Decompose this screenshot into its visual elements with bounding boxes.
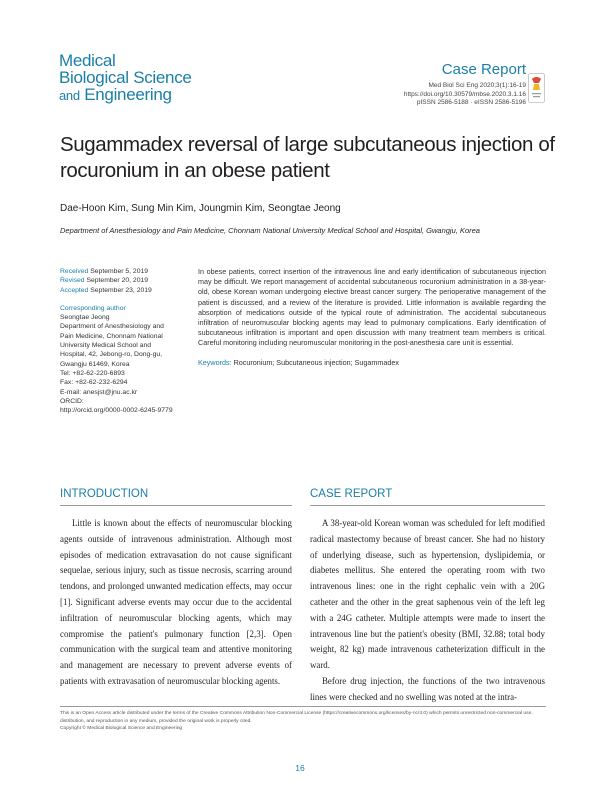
page-number: 16 <box>295 763 305 773</box>
journal-name-line3 <box>59 86 219 104</box>
accepted-row <box>60 286 185 295</box>
journal-logo <box>59 52 219 104</box>
orcid-link[interactable]: http://orcid.org/0000-0002-6245-9779 <box>60 407 173 415</box>
abstract-text: In obese patients, correct insertion of the intravenous line and early identification of subcutaneous injection may be difficult. We report management of accidental subcutaneous rocuronium administration in a 38-year-old, obese Korean woman undergoing elective breast cancer surgery. The perioperative management of the patient is discussed, and a review of the literature is provided. Little information is available regarding the absorption of medications outside of the typical route of administration. The accidental subcutaneous infiltration of neuromuscular blocking agents may lead to pulmonary complications. Early identification of subcutaneous infiltration is important and open discussion with many treatment team members is critical. Careful monitoring including neuromuscular monitoring in the post-anesthesia care unit is essential. <box>198 267 546 348</box>
accepted-label: Accepted <box>60 286 89 294</box>
case-report-paragraph-1: A 38-year-old Korean woman was scheduled for left modified radical mastectomy because of breast cancer. She had no history of underlying disease, such as hypertension, dyslipidemia, or diabetes mellitus. She entered the operating room with two intravenous lines: one in the right cephalic vein with a 20G catheter and the other in the great saphenous vein of the left leg with a 24G catheter. Multiple attempts were made to insert the intravenous line but the patient's obesity (BMI, 32.88; total body weight, 82 kg) made intravenous catheterization difficult in the ward. <box>310 518 545 671</box>
revised-date: September 20, 2019 <box>86 277 149 285</box>
journal-name-line1: Medical <box>59 51 116 70</box>
keywords-label: Keywords: <box>198 357 232 367</box>
introduction-paragraph: Little is known about the effects of neuromuscular blocking agents outside of intravenous administration. Although most episodes of medication extravasation do not cause significant sequelae, serious injury, such as tissue necrosis, scarring around tendons, and prolonged unwanted medication effects, may occur [1]. Significant adverse events may occur due to the accidental infiltration of neuromuscular blocking agents, which may compromise the patient's pulmonary function [2,3]. Open communication with the surgical team and attentive monitoring and management are necessary to prevent adverse events of patients with extravasation of neuromuscular blocking agents. <box>60 518 292 686</box>
introduction-heading: INTRODUCTION <box>60 488 149 500</box>
case-report-paragraph-2: Before drug injection, the functions of the two intravenous lines were checked and no swelling was noted at the intra- <box>310 675 545 702</box>
journal-name-engineering: Engineering <box>84 85 172 104</box>
keywords-list: Rocuronium; Subcutaneous injection; Sugammadex <box>233 357 399 367</box>
revised-row <box>60 276 185 285</box>
revised-label: Revised <box>60 277 85 285</box>
case-report-body <box>310 516 545 706</box>
abstract <box>198 267 546 368</box>
case-report-divider <box>310 505 545 506</box>
article-history <box>60 267 185 415</box>
corresponding-author-heading: Corresponding author <box>60 304 126 312</box>
badge-middle-shape <box>533 84 540 90</box>
introduction-divider <box>60 505 292 506</box>
corresponding-author-line: Pain Medicine, Chonnam National <box>60 332 163 340</box>
case-report-heading: CASE REPORT <box>310 488 393 500</box>
badge-caption-line <box>533 96 540 97</box>
article-header <box>404 62 526 108</box>
corresponding-author-line: Department of Anesthesiology and <box>60 323 164 331</box>
corresponding-author-line: Gwangju 61469, Korea <box>60 360 130 368</box>
license-text: This is an Open Access article distributed under the terms of the Creative Commons Attribution Non-Commercial License (https://creativecommons.org/licenses/by-nc/4.0) which permits unrestricted non-commercial use, distribution, and reproduction in any medium, provided the original work is properly cited. <box>60 711 533 724</box>
footer-divider <box>60 706 546 707</box>
corresponding-author-line: University Medical School and <box>60 342 152 350</box>
keywords <box>198 358 546 368</box>
article-type: Case Report <box>441 61 526 78</box>
corresponding-author-email[interactable]: E-mail: anesjst@jnu.ac.kr <box>60 388 138 396</box>
article-title: Sugammadex reversal of large subcutaneous injection of rocuronium in an obese patient <box>60 133 555 182</box>
received-label: Received <box>60 268 89 275</box>
doi-link[interactable]: https://doi.org/10.30579/mbse.2020.3.1.16 <box>403 90 526 98</box>
issn: pISSN 2586-5188 · eISSN 2586-5196 <box>416 99 526 106</box>
corresponding-author-tel: Tel: +82-62-220-6893 <box>60 369 125 377</box>
journal-name-line2: Biological Science <box>59 68 192 87</box>
check-for-updates-icon[interactable] <box>528 73 545 103</box>
introduction-body <box>60 516 292 690</box>
received-date: September 5, 2019 <box>90 268 149 275</box>
journal-name-and: and <box>59 88 80 103</box>
citation: Med Biol Sci Eng 2020;3(1):16-19 <box>428 82 526 89</box>
footer-notes <box>60 710 546 733</box>
copyright-text: Copyright © Medical Biological Science and Engineering <box>60 726 183 731</box>
authors: Dae-Hoon Kim, Sung Min Kim, Joungmin Kim, Seongtae Jeong <box>60 203 341 214</box>
affiliation: Department of Anesthesiology and Pain Medicine, Chonnam National University Medical School and Hospital, Gwangju, Korea <box>60 226 480 235</box>
corresponding-author-line: Seongtae Jeong <box>60 314 110 322</box>
corresponding-author-fax: Fax: +82-62-232-6294 <box>60 379 128 387</box>
received-row <box>60 267 185 276</box>
accepted-date: September 23, 2019 <box>90 286 152 294</box>
orcid-label: ORCID: <box>60 397 84 405</box>
corresponding-author-line: Hospital, 42, Jebong-ro, Dong-gu, <box>60 351 163 359</box>
badge-caption-line <box>532 93 541 94</box>
